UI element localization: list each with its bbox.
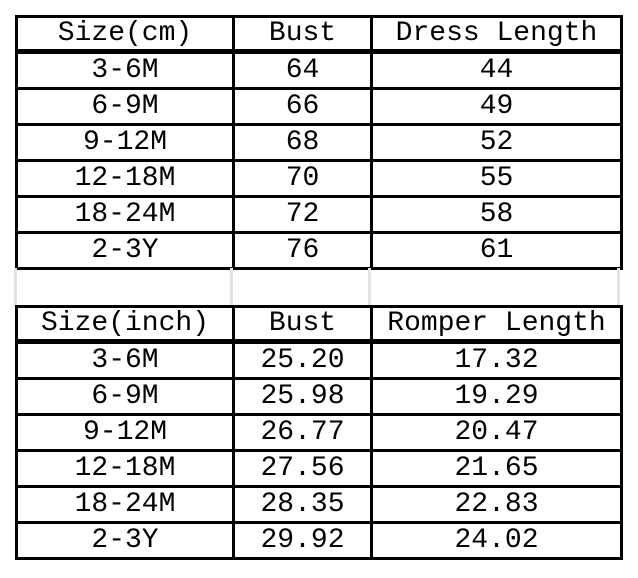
cell-size: 3-6M	[17, 52, 234, 89]
cell-length: 17.32	[372, 342, 622, 379]
cell-size: 3-6M	[17, 342, 234, 379]
table-cm-header-row	[17, 17, 622, 52]
table-row	[17, 233, 622, 269]
cell-size: 2-3Y	[17, 523, 234, 559]
size-table-cm	[15, 15, 623, 270]
cell-bust: 28.35	[234, 487, 372, 523]
table-row	[17, 125, 622, 161]
table-row	[17, 161, 622, 197]
cell-length: 58	[372, 197, 622, 233]
cell-length: 49	[372, 89, 622, 125]
header-romper-length: Romper Length	[372, 307, 622, 342]
table-row	[17, 52, 622, 89]
cell-bust: 25.20	[234, 342, 372, 379]
cell-bust: 26.77	[234, 415, 372, 451]
cell-size: 18-24M	[17, 197, 234, 233]
table-row	[17, 487, 622, 523]
cell-size: 6-9M	[17, 89, 234, 125]
cell-size: 9-12M	[17, 125, 234, 161]
cell-bust: 64	[234, 52, 372, 89]
table-row	[17, 415, 622, 451]
cell-size: 2-3Y	[17, 233, 234, 269]
header-dress-length: Dress Length	[372, 17, 622, 52]
gap-column-line	[14, 268, 17, 306]
cell-bust: 66	[234, 89, 372, 125]
cell-length: 19.29	[372, 379, 622, 415]
table-row	[17, 89, 622, 125]
cell-size: 9-12M	[17, 415, 234, 451]
table-row	[17, 342, 622, 379]
gap-column-line	[368, 268, 371, 306]
cell-size: 12-18M	[17, 451, 234, 487]
gap-column-line	[617, 268, 620, 306]
gap-column-line	[230, 268, 233, 306]
size-table-inch	[15, 305, 623, 560]
table-row	[17, 523, 622, 559]
cell-length: 21.65	[372, 451, 622, 487]
cell-size: 18-24M	[17, 487, 234, 523]
header-size-cm: Size(cm)	[17, 17, 234, 52]
cell-bust: 29.92	[234, 523, 372, 559]
cell-length: 22.83	[372, 487, 622, 523]
cell-bust: 25.98	[234, 379, 372, 415]
header-bust-inch: Bust	[234, 307, 372, 342]
header-bust-cm: Bust	[234, 17, 372, 52]
table-row	[17, 197, 622, 233]
cell-size: 6-9M	[17, 379, 234, 415]
cell-length: 61	[372, 233, 622, 269]
cell-length: 24.02	[372, 523, 622, 559]
cell-bust: 70	[234, 161, 372, 197]
cell-size: 12-18M	[17, 161, 234, 197]
cell-length: 20.47	[372, 415, 622, 451]
cell-length: 44	[372, 52, 622, 89]
header-size-inch: Size(inch)	[17, 307, 234, 342]
cell-length: 55	[372, 161, 622, 197]
cell-bust: 72	[234, 197, 372, 233]
table-row	[17, 379, 622, 415]
cell-bust: 27.56	[234, 451, 372, 487]
cell-bust: 76	[234, 233, 372, 269]
table-row	[17, 451, 622, 487]
cell-bust: 68	[234, 125, 372, 161]
table-inch-header-row	[17, 307, 622, 342]
cell-length: 52	[372, 125, 622, 161]
